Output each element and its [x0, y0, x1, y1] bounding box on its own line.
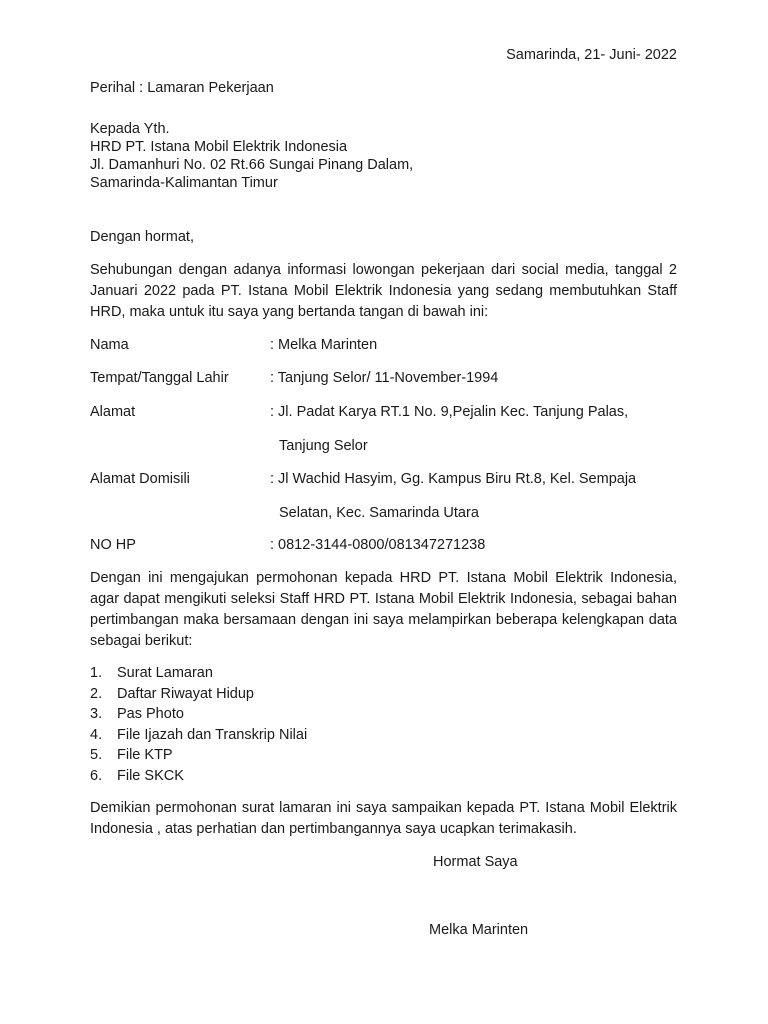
recipient-line: HRD PT. Istana Mobil Elektrik Indonesia: [90, 139, 348, 155]
field-phone: [90, 535, 677, 555]
field-address: [90, 402, 677, 454]
list-text: Surat Lamaran: [117, 665, 213, 681]
field-label: Tempat/Tanggal Lahir: [90, 370, 229, 386]
list-item: [90, 704, 490, 725]
intro-paragraph: Sehubungan dengan adanya informasi lowongan pekerjaan dari social media, tanggal 2 Januari 2022 pada PT. Istana Mobil Elektrik Indonesia yang sedang membutuhkan Staff HRD, maka untuk itu saya yang bertanda tangan di bawah ini:: [90, 262, 677, 320]
list-item: [90, 725, 490, 746]
list-number: 5.: [90, 747, 103, 763]
list-text: File SKCK: [117, 767, 184, 784]
list-number: 3.: [90, 706, 103, 722]
field-domicile: [90, 469, 677, 521]
list-text: File Ijazah dan Transkrip Nilai: [117, 726, 308, 743]
letter-subject: Perihal : Lamaran Pekerjaan: [90, 80, 274, 96]
recipient-line: Samarinda-Kalimantan Timur: [90, 175, 278, 191]
field-name: [90, 335, 677, 355]
field-label: Alamat: [90, 404, 136, 420]
field-label: NO HP: [90, 537, 136, 553]
list-number: 4.: [90, 726, 103, 743]
recipient-line: Jl. Damanhuri No. 02 Rt.66 Sungai Pinang Dalam,: [90, 157, 414, 173]
list-item: [90, 684, 490, 705]
list-number: 6.: [90, 767, 103, 784]
signature-name: Melka Marinten: [429, 922, 529, 938]
list-item: [90, 766, 490, 787]
list-text: Daftar Riwayat Hidup: [117, 685, 254, 702]
closing-paragraph: Demikian permohonan surat lamaran ini saya sampaikan kepada PT. Istana Mobil Elektrik Indonesia , atas perhatian dan pertimbangannya saya ucapkan terimakasih.: [90, 800, 677, 837]
field-value: : Jl. Padat Karya RT.1 No. 9,Pejalin Kec. Tanjung Palas,: [270, 404, 629, 420]
field-value-continuation: Tanjung Selor: [279, 438, 368, 454]
recipient-address: [90, 120, 677, 192]
field-value-continuation: Selatan, Kec. Samarinda Utara: [279, 505, 479, 521]
letter-date: Samarinda, 21- Juni- 2022: [506, 47, 677, 63]
signature-greeting: Hormat Saya: [433, 854, 518, 870]
recipient-line: Kepada Yth.: [90, 121, 170, 137]
field-value: : Melka Marinten: [270, 337, 378, 353]
list-number: 1.: [90, 665, 103, 681]
field-value: : 0812-3144-0800/081347271238: [270, 537, 486, 553]
list-number: 2.: [90, 685, 103, 702]
list-text: File KTP: [117, 747, 173, 763]
list-item: [90, 663, 490, 684]
field-label: Nama: [90, 337, 129, 353]
body-paragraph: Dengan ini mengajukan permohonan kepada HRD PT. Istana Mobil Elektrik Indonesia, agar dapat mengikuti seleksi Staff HRD PT. Istana Mobil Elektrik Indonesia, sebagai bahan pertimbangan maka bersamaan dengan ini saya melampirkan beberapa kelengkapan data sebagai berikut:: [90, 570, 677, 649]
list-item: [90, 745, 490, 766]
field-birth: [90, 368, 677, 388]
field-label: Alamat Domisili: [90, 471, 190, 487]
list-text: Pas Photo: [117, 706, 184, 722]
letter-greeting: Dengan hormat,: [90, 229, 194, 245]
field-value: : Tanjung Selor/ 11-November-1994: [270, 370, 499, 386]
field-value: : Jl Wachid Hasyim, Gg. Kampus Biru Rt.8, Kel. Sempaja: [270, 471, 637, 487]
attachment-list: [90, 663, 490, 786]
